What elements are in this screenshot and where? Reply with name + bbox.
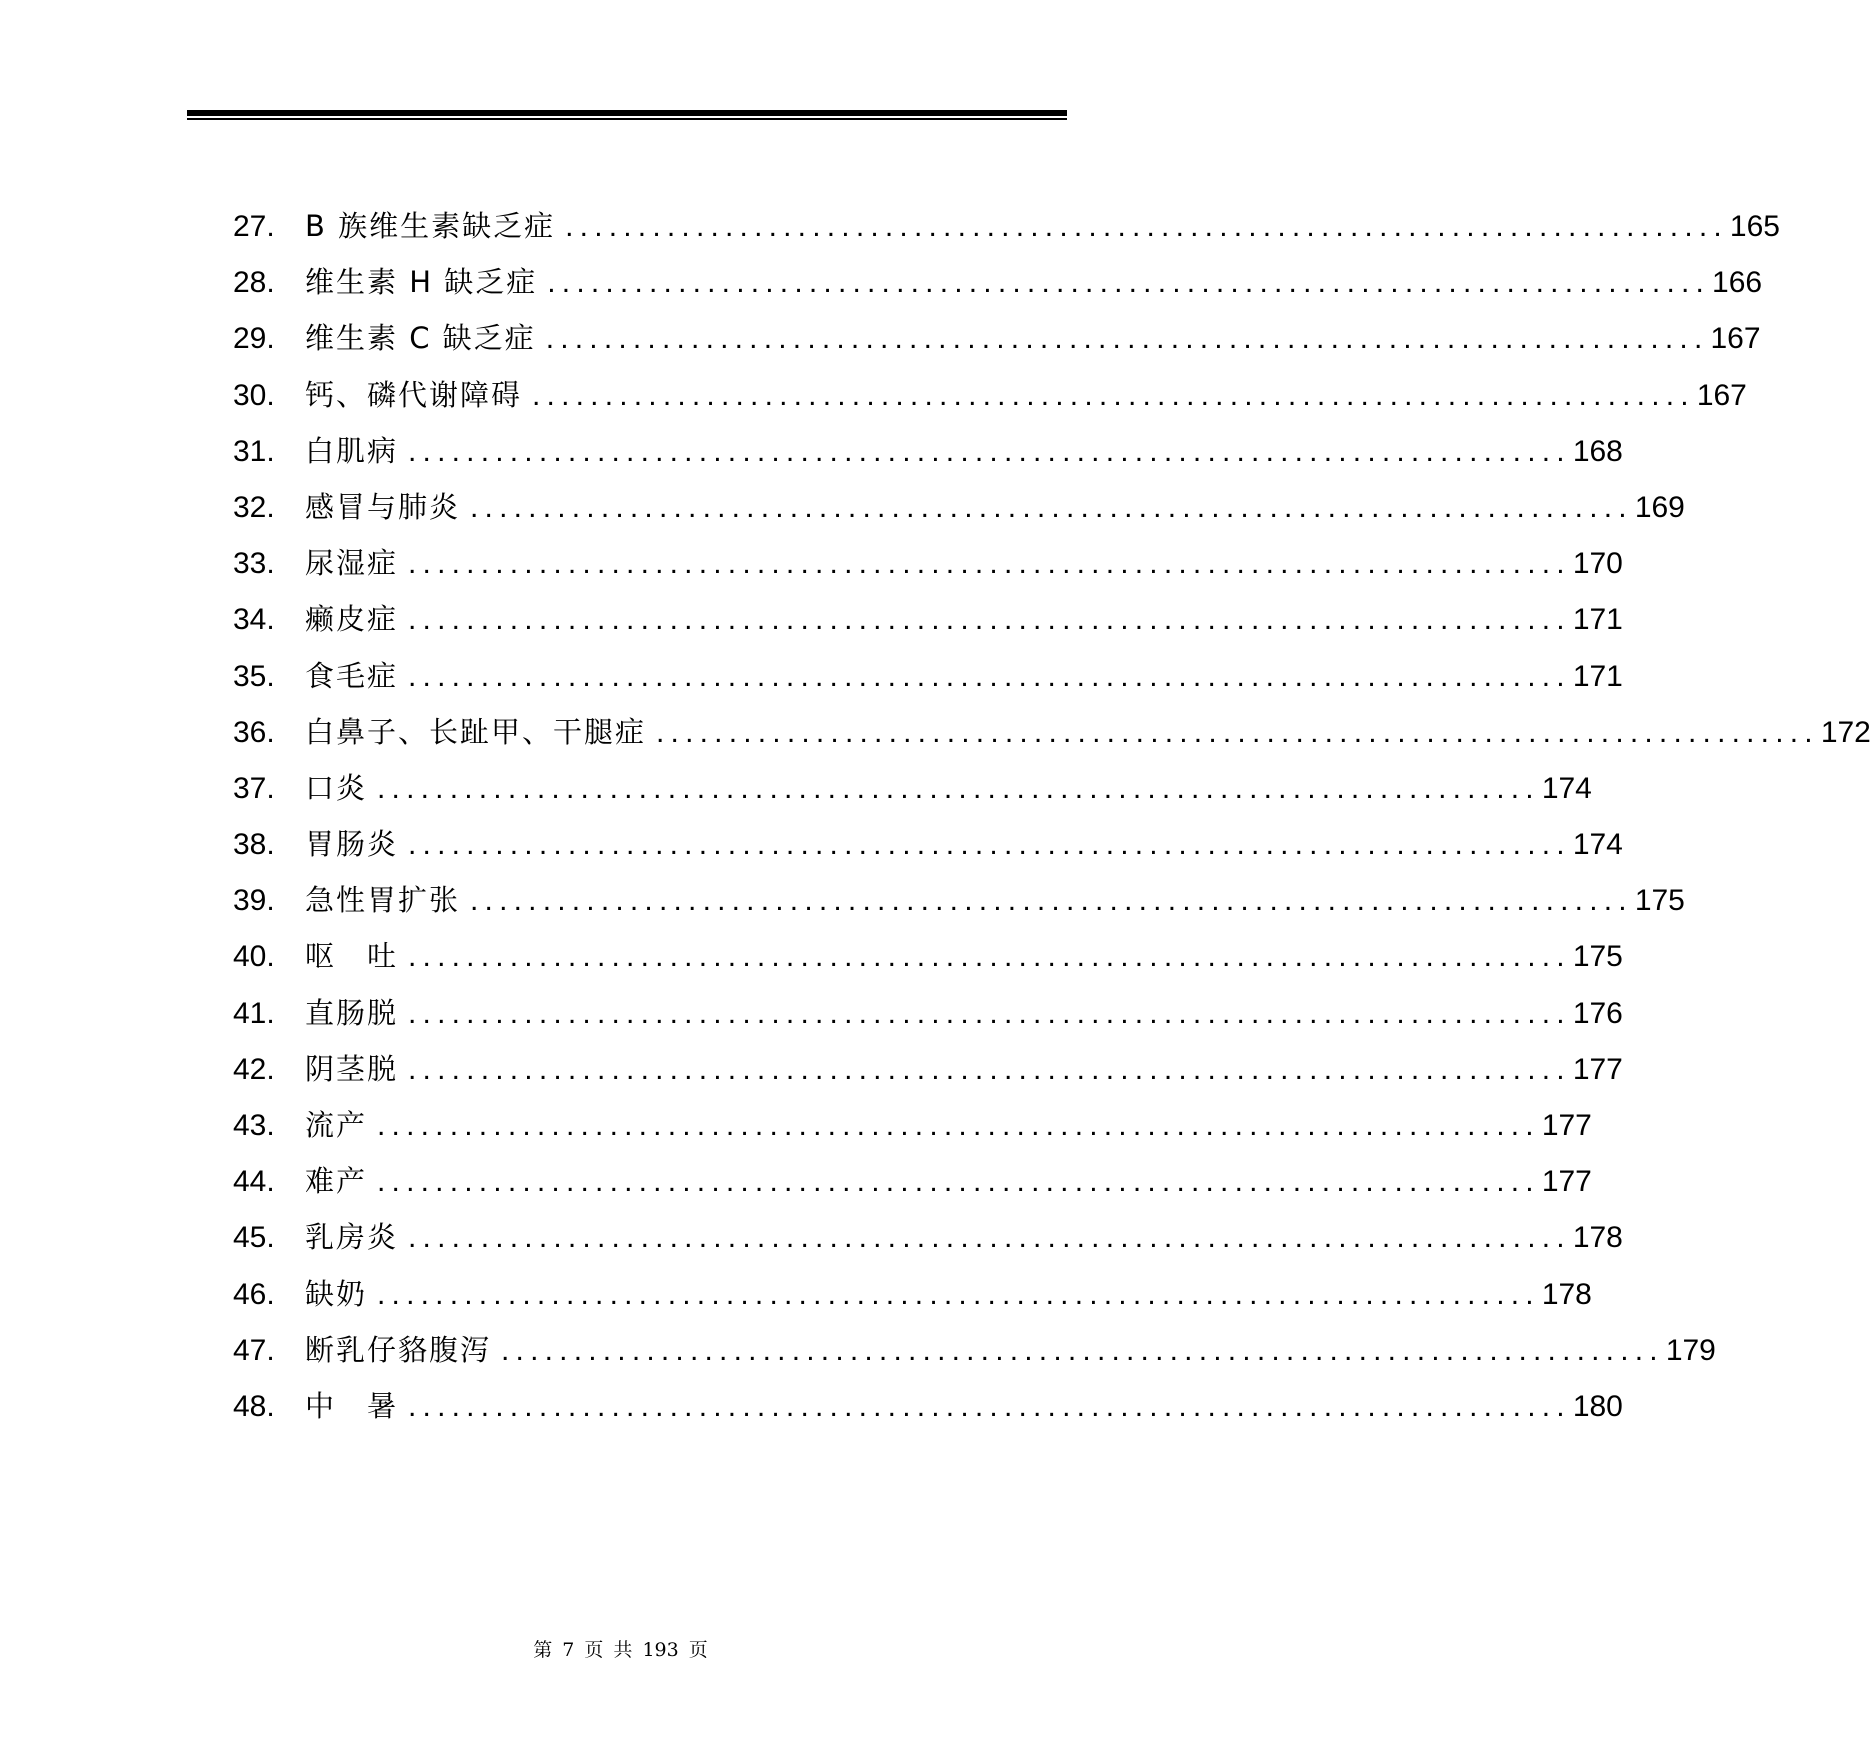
toc-entry-page-number: 177 xyxy=(1572,1052,1623,1086)
table-of-contents xyxy=(233,198,1871,1434)
toc-entry-title: 乳房炎 xyxy=(305,1220,399,1255)
toc-entry-page-number: 180 xyxy=(1572,1389,1623,1423)
toc-entry[interactable] xyxy=(233,928,1623,984)
toc-entry-number: 31. xyxy=(233,434,275,468)
toc-entry-title: 食毛症 xyxy=(305,658,399,693)
toc-dot-leader: ................................................................................ xyxy=(408,1221,1571,1255)
toc-entry-number: 27. xyxy=(233,210,275,243)
toc-entry-number: 33. xyxy=(233,547,275,581)
toc-entry[interactable] xyxy=(233,535,1623,591)
toc-dot-leader: ................................................................................ xyxy=(501,1333,1664,1367)
toc-entry-page-number: 176 xyxy=(1572,996,1623,1030)
toc-entry-number: 44. xyxy=(233,1165,275,1199)
toc-dot-leader: ................................................................................ xyxy=(408,940,1571,974)
toc-entry[interactable] xyxy=(233,254,1763,310)
toc-entry-title: 维生素 H 缺乏症 xyxy=(305,265,538,300)
toc-entry-number: 46. xyxy=(233,1277,275,1311)
toc-entry[interactable] xyxy=(233,310,1761,366)
toc-entry-page-number: 167 xyxy=(1710,322,1761,356)
toc-dot-leader: ................................................................................ xyxy=(377,1165,1540,1199)
toc-entry-number: 42. xyxy=(233,1052,275,1086)
toc-entry-page-number: 175 xyxy=(1634,884,1685,918)
toc-entry-title: B 族维生素缺乏症 xyxy=(305,209,556,243)
toc-entry-title: 胃肠炎 xyxy=(305,827,399,862)
header-rule-thick xyxy=(187,110,1067,116)
toc-entry-page-number: 174 xyxy=(1572,828,1623,862)
toc-dot-leader: ................................................................................ xyxy=(408,1389,1571,1423)
toc-entry[interactable] xyxy=(233,872,1685,928)
toc-dot-leader: ................................................................................ xyxy=(408,547,1571,581)
toc-entry-number: 39. xyxy=(233,884,275,918)
toc-entry-page-number: 171 xyxy=(1572,659,1623,693)
toc-entry-title: 断乳仔貉腹泻 xyxy=(305,1332,492,1367)
toc-entry-number: 34. xyxy=(233,603,275,637)
toc-dot-leader: ................................................................................ xyxy=(408,828,1571,862)
toc-entry[interactable] xyxy=(233,648,1623,704)
header-rule-thin xyxy=(187,118,1067,120)
page-footer: 第 7 页 共 193 页 xyxy=(533,1639,708,1661)
toc-entry-number: 28. xyxy=(233,266,275,300)
toc-entry-page-number: 174 xyxy=(1541,771,1592,805)
toc-entry-title: 直肠脱 xyxy=(305,995,399,1030)
toc-entry[interactable] xyxy=(233,1041,1623,1097)
toc-entry-page-number: 177 xyxy=(1541,1165,1592,1199)
toc-entry-number: 29. xyxy=(233,322,275,356)
toc-entry[interactable] xyxy=(233,816,1623,872)
toc-entry-number: 30. xyxy=(233,378,275,412)
toc-entry-number: 40. xyxy=(233,940,275,974)
toc-entry[interactable] xyxy=(233,591,1623,647)
toc-entry[interactable] xyxy=(233,367,1747,423)
toc-entry-number: 41. xyxy=(233,996,275,1030)
toc-entry-page-number: 171 xyxy=(1572,603,1623,637)
toc-entry-page-number: 169 xyxy=(1634,490,1685,524)
toc-dot-leader: ................................................................................ xyxy=(377,1277,1540,1311)
toc-entry[interactable] xyxy=(233,1209,1623,1265)
toc-entry-page-number: 178 xyxy=(1541,1277,1592,1311)
toc-entry-title: 白肌病 xyxy=(305,433,399,468)
toc-entry[interactable] xyxy=(233,198,1780,254)
toc-dot-leader: ................................................................................ xyxy=(408,996,1571,1030)
toc-entry[interactable] xyxy=(233,479,1685,535)
toc-dot-leader: ................................................................................ xyxy=(408,659,1571,693)
toc-entry-number: 36. xyxy=(233,715,275,749)
toc-entry-title: 呕 吐 xyxy=(305,939,399,974)
toc-entry[interactable] xyxy=(233,760,1592,816)
toc-entry-page-number: 166 xyxy=(1712,266,1763,300)
toc-entry-number: 32. xyxy=(233,490,275,524)
toc-entry-page-number: 168 xyxy=(1572,434,1623,468)
toc-entry[interactable] xyxy=(233,423,1623,479)
toc-entry-title: 维生素 C 缺乏症 xyxy=(305,321,536,356)
toc-entry-title: 钙、磷代谢障碍 xyxy=(305,377,523,412)
toc-dot-leader: ................................................................................ xyxy=(565,210,1728,243)
toc-dot-leader: ................................................................................ xyxy=(377,771,1540,805)
toc-entry-number: 48. xyxy=(233,1389,275,1423)
toc-entry-page-number: 178 xyxy=(1572,1221,1623,1255)
toc-entry[interactable] xyxy=(233,1153,1592,1209)
toc-entry[interactable] xyxy=(233,704,1871,760)
toc-entry[interactable] xyxy=(233,1097,1592,1153)
toc-dot-leader: ................................................................................ xyxy=(656,715,1819,749)
toc-entry-title: 白鼻子、长趾甲、干腿症 xyxy=(305,714,647,749)
toc-entry-page-number: 165 xyxy=(1729,210,1780,243)
toc-entry-number: 35. xyxy=(233,659,275,693)
toc-entry-title: 急性胃扩张 xyxy=(305,883,461,918)
toc-dot-leader: ................................................................................ xyxy=(470,884,1633,918)
toc-dot-leader: ................................................................................ xyxy=(545,322,1709,356)
toc-dot-leader: ................................................................................ xyxy=(470,490,1633,524)
toc-entry-number: 45. xyxy=(233,1221,275,1255)
toc-entry[interactable] xyxy=(233,985,1623,1041)
toc-entry[interactable] xyxy=(233,1322,1716,1378)
toc-dot-leader: ................................................................................ xyxy=(377,1109,1540,1142)
toc-entry-page-number: 179 xyxy=(1665,1333,1716,1367)
toc-entry-title: 癞皮症 xyxy=(305,602,399,637)
toc-entry[interactable] xyxy=(233,1378,1623,1434)
toc-entry-title: 阴茎脱 xyxy=(305,1051,399,1086)
toc-entry-title: 缺奶 xyxy=(305,1276,368,1311)
toc-entry-title: 尿湿症 xyxy=(305,546,399,581)
toc-entry-number: 38. xyxy=(233,828,275,862)
toc-dot-leader: ................................................................................ xyxy=(408,603,1571,637)
toc-dot-leader: ................................................................................ xyxy=(408,434,1571,468)
toc-entry[interactable] xyxy=(233,1266,1592,1322)
toc-entry-title: 中 暑 xyxy=(305,1388,399,1423)
toc-dot-leader: ................................................................................ xyxy=(532,378,1695,412)
toc-dot-leader: ................................................................................ xyxy=(547,266,1711,300)
toc-entry-number: 37. xyxy=(233,771,275,805)
toc-entry-number: 43. xyxy=(233,1109,275,1142)
toc-entry-number: 47. xyxy=(233,1333,275,1367)
toc-entry-page-number: 177 xyxy=(1541,1109,1592,1142)
toc-entry-page-number: 170 xyxy=(1572,547,1623,581)
toc-entry-page-number: 167 xyxy=(1696,378,1747,412)
toc-entry-title: 感冒与肺炎 xyxy=(305,489,461,524)
toc-dot-leader: ................................................................................ xyxy=(408,1052,1571,1086)
toc-entry-title: 口炎 xyxy=(305,770,368,805)
toc-entry-title: 难产 xyxy=(305,1164,368,1199)
toc-entry-page-number: 175 xyxy=(1572,940,1623,974)
toc-entry-page-number: 172 xyxy=(1820,715,1871,749)
toc-entry-title: 流产 xyxy=(305,1108,368,1142)
